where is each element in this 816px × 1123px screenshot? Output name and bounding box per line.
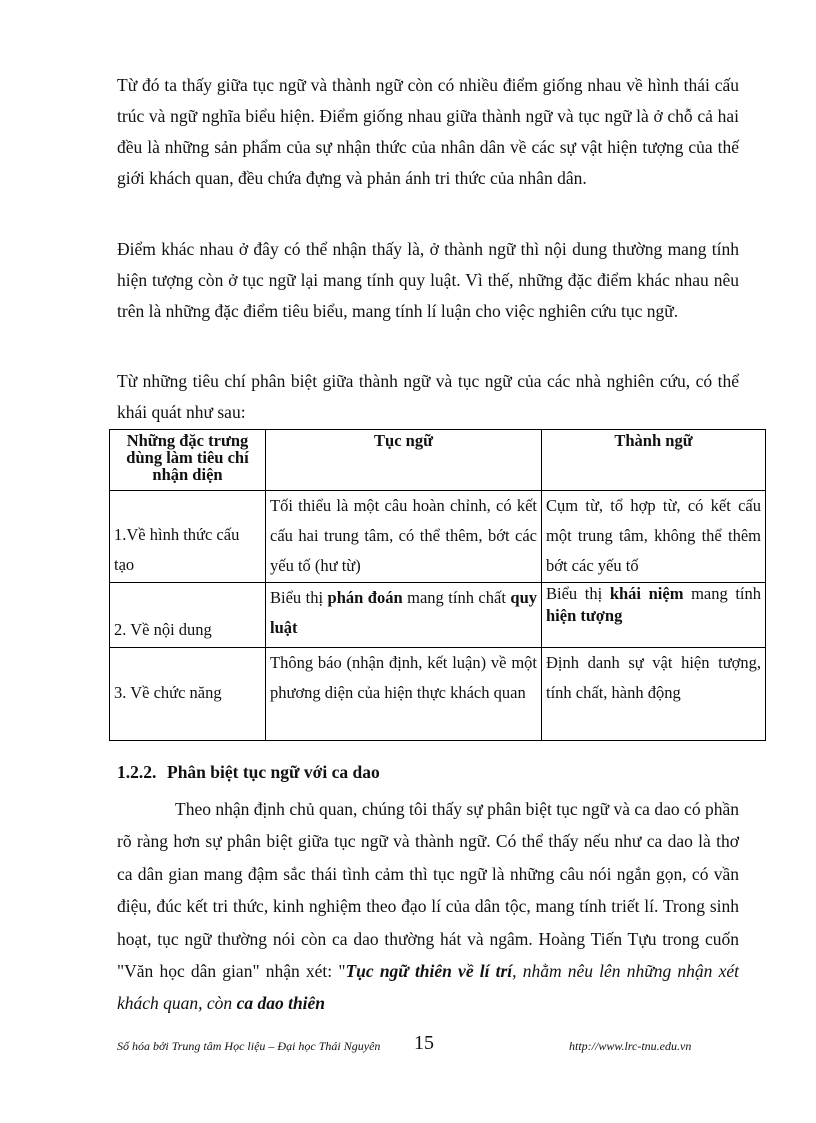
paragraph-table-intro: Từ những tiêu chí phân biệt giữa thành ngữ và tục ngữ của các nhà nghiên cứu, có thể khái quát như sau: — [117, 371, 739, 422]
paragraph-difference: Điểm khác nhau ở đây có thể nhận thấy là, ở thành ngữ thì nội dung thường mang tính hiện tượng còn ở tục ngữ lại mang tính quy luật. Vì thế, những đặc điểm khác nhau nêu trên là những đặc điểm tiêu biểu, mang tính lí luận cho việc nghiên cứu tục ngữ. — [117, 239, 739, 321]
section-number: 1.2.2. — [117, 762, 157, 782]
header-tuc-ngu: Tục ngữ — [266, 430, 542, 491]
criterion-content: 2. Về nội dung — [110, 583, 266, 648]
table-row — [110, 648, 766, 741]
table-row — [110, 583, 766, 648]
footer-source: Số hóa bởi Trung tâm Học liệu – Đại học Thái Nguyên — [117, 1039, 381, 1053]
criterion-function: 3. Về chức năng — [110, 648, 266, 741]
page-number: 15 — [414, 1032, 434, 1054]
tuc-ngu-function: Thông báo (nhận định, kết luận) về một phương diện của hiện thực khách quan — [266, 648, 542, 741]
criterion-form: 1.Về hình thức cấu tạo — [110, 491, 266, 583]
thanh-ngu-function: Định danh sự vật hiện tượng, tính chất, hành động — [542, 648, 766, 741]
tuc-ngu-form: Tối thiểu là một câu hoàn chỉnh, có kết cấu hai trung tâm, có thể thêm, bớt các yếu tố (hư từ) — [266, 491, 542, 583]
paragraph-ca-dao: Theo nhận định chủ quan, chúng tôi thấy sự phân biệt tục ngữ và ca dao có phần rõ ràng hơn sự phân biệt giữa tục ngữ và thành ngữ. Có thể thấy nếu như ca dao là thơ ca dân gian mang đậm sắc thái tình cảm thì tục ngữ là những câu nói ngắn gọn, có vần điệu, đúc kết tri thức, kinh nghiệm theo đạo lí của dân tộc, mang tính triết lí. Trong sinh hoạt, tục ngữ thường nói còn ca dao thường hát và ngâm. Hoàng Tiến Tựu trong cuốn "Văn học dân gian" nhận xét: "Tục ngữ thiên về lí trí, nhằm nêu lên những nhận xét khách quan, còn ca dao thiên — [117, 799, 739, 1014]
comparison-table — [109, 429, 766, 741]
table-row — [110, 491, 766, 583]
table-header-row — [110, 430, 766, 491]
paragraph-similarity: Từ đó ta thấy giữa tục ngữ và thành ngữ còn có nhiều điểm giống nhau về hình thái cấu trúc và ngữ nghĩa biểu hiện. Điểm giống nhau giữa thành ngữ và tục ngữ là ở chỗ cả hai đều là những sản phẩm của sự nhận thức của nhân dân về các sự vật hiện tượng của thế giới khách quan, đều chứa đựng và phản ánh tri thức của nhân dân. — [117, 75, 739, 188]
section-title: Phân biệt tục ngữ với ca dao — [167, 762, 380, 782]
footer-url[interactable]: http://www.lrc-tnu.edu.vn — [569, 1039, 692, 1053]
tuc-ngu-content: Biểu thị phán đoán mang tính chất quy luật — [266, 583, 542, 648]
thanh-ngu-form: Cụm từ, tổ hợp từ, có kết cấu một trung tâm, không thể thêm bớt các yếu tố — [542, 491, 766, 583]
header-criteria: Những đặc trưng dùng làm tiêu chí nhận diện — [110, 430, 266, 491]
header-thanh-ngu: Thành ngữ — [542, 430, 766, 491]
thanh-ngu-content: Biểu thị khái niệm mang tính hiện tượng — [542, 583, 766, 648]
section-heading — [117, 760, 380, 784]
